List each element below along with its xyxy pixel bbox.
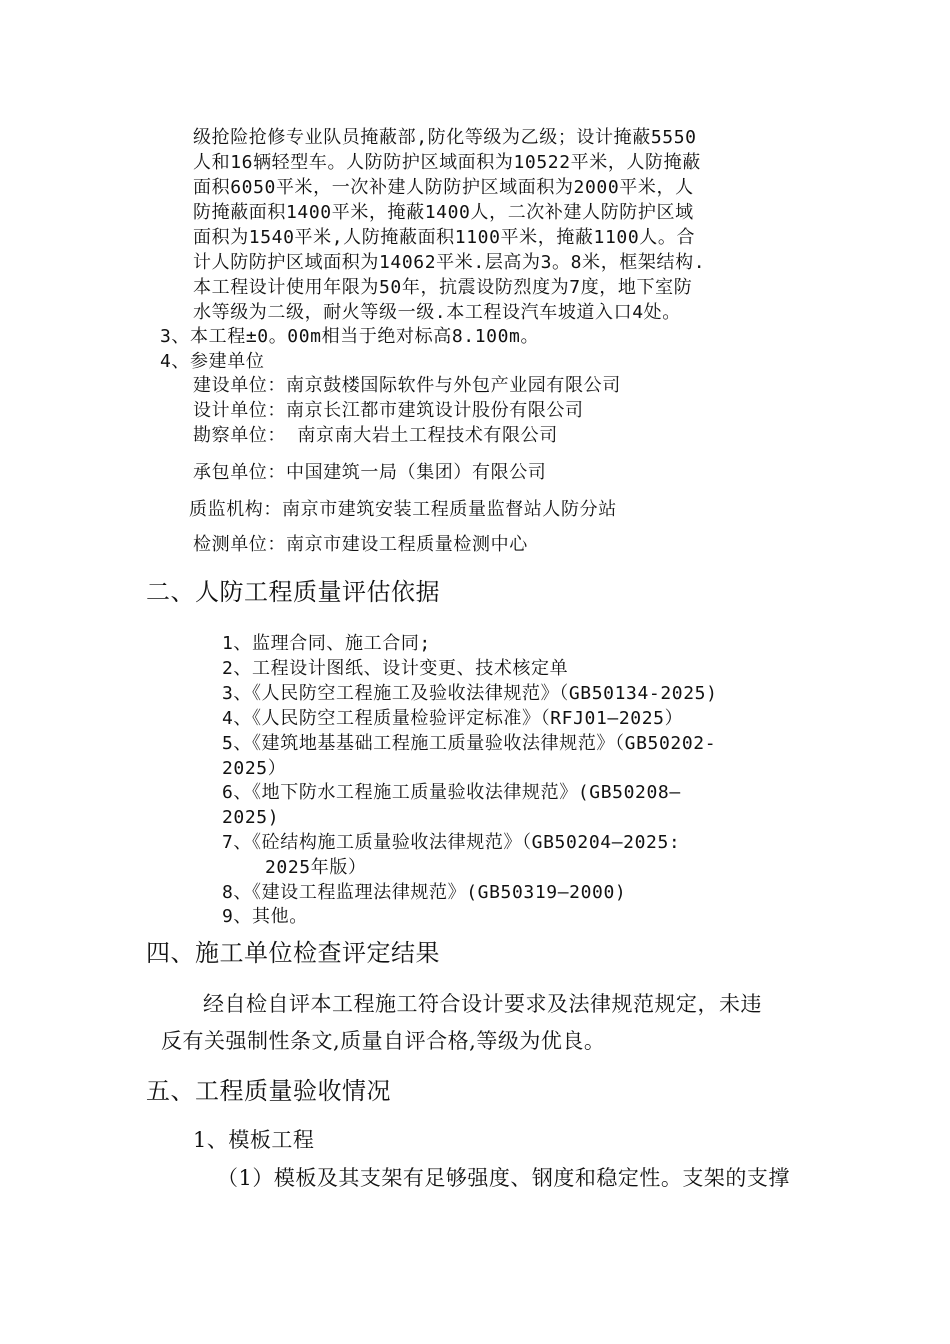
basis-item-4: 4、《人民防空工程质量检验评定标准》（RFJ01—2025） — [222, 708, 684, 729]
subsection-formwork-title: 1、模板工程 — [193, 1128, 315, 1152]
intro-line-1: 级抢险抢修专业队员掩蔽部,防化等级为乙级；设计掩蔽5550 — [193, 127, 697, 148]
intro-line-7: 本工程设计使用年限为50年，抗震设防烈度为7度，地下室防 — [193, 277, 693, 298]
section-4-title: 四、施工单位检查评定结果 — [146, 939, 440, 967]
formwork-line-1: （1）模板及其支架有足够强度、钢度和稳定性。支架的支撑 — [217, 1166, 790, 1190]
item-4: 4、参建单位 — [160, 351, 265, 372]
basis-item-5-cont: 2025） — [222, 758, 287, 779]
intro-line-8: 水等级为二级，耐火等级一级.本工程设汽车坡道入口4处。 — [193, 302, 681, 323]
basis-item-7: 7、《砼结构施工质量验收法律规范》（GB50204—2025: — [222, 832, 681, 853]
basis-item-1: 1、监理合同、施工合同; — [222, 633, 431, 654]
unit-construction: 建设单位：南京鼓楼国际软件与外包产业园有限公司 — [193, 375, 621, 396]
intro-line-3: 面积6050平米，一次补建人防防护区域面积为2000平米，人 — [193, 177, 694, 198]
item-3: 3、本工程±0。00m相当于绝对标高8.100m。 — [160, 326, 540, 347]
section-2-title: 二、人防工程质量评估依据 — [146, 578, 440, 606]
unit-quality-supervision: 质监机构：南京市建筑安装工程质量监督站人防分站 — [189, 499, 617, 520]
basis-item-3: 3、《人民防空工程施工及验收法律规范》（GB50134-2025) — [222, 683, 718, 704]
intro-line-5: 面积为1540平米,人防掩蔽面积1100平米，掩蔽1100人。合 — [193, 227, 696, 248]
basis-item-7-cont: 2025年版） — [265, 857, 367, 878]
unit-contractor: 承包单位：中国建筑一局（集团）有限公司 — [193, 462, 547, 483]
basis-item-8: 8、《建设工程监理法律规范》(GB50319—2000) — [222, 882, 627, 903]
basis-item-2: 2、工程设计图纸、设计变更、技术核定单 — [222, 658, 569, 679]
intro-line-4: 防掩蔽面积1400平米，掩蔽1400人，二次补建人防防护区域 — [193, 202, 694, 223]
basis-item-5: 5、《建筑地基基础工程施工质量验收法律规范》（GB50202- — [222, 733, 717, 754]
intro-line-6: 计人防防护区域面积为14062平米.层高为3。8米，框架结构. — [193, 252, 706, 273]
section-4-text-line-2: 反有关强制性条文,质量自评合格,等级为优良。 — [161, 1029, 606, 1053]
basis-item-6-cont: 2025) — [222, 807, 280, 828]
basis-item-9: 9、其他。 — [222, 906, 308, 927]
unit-design: 设计单位：南京长江都市建筑设计股份有限公司 — [193, 400, 584, 421]
basis-item-6: 6、《地下防水工程施工质量验收法律规范》(GB50208— — [222, 782, 681, 803]
unit-survey: 勘察单位： 南京南大岩土工程技术有限公司 — [193, 425, 558, 446]
section-4-text-line-1: 经自检自评本工程施工符合设计要求及法律规范规定，未违 — [203, 992, 762, 1016]
unit-testing: 检测单位：南京市建设工程质量检测中心 — [193, 534, 528, 555]
intro-line-2: 人和16辆轻型车。人防防护区域面积为10522平米，人防掩蔽 — [193, 152, 701, 173]
section-5-title: 五、工程质量验收情况 — [146, 1077, 391, 1105]
